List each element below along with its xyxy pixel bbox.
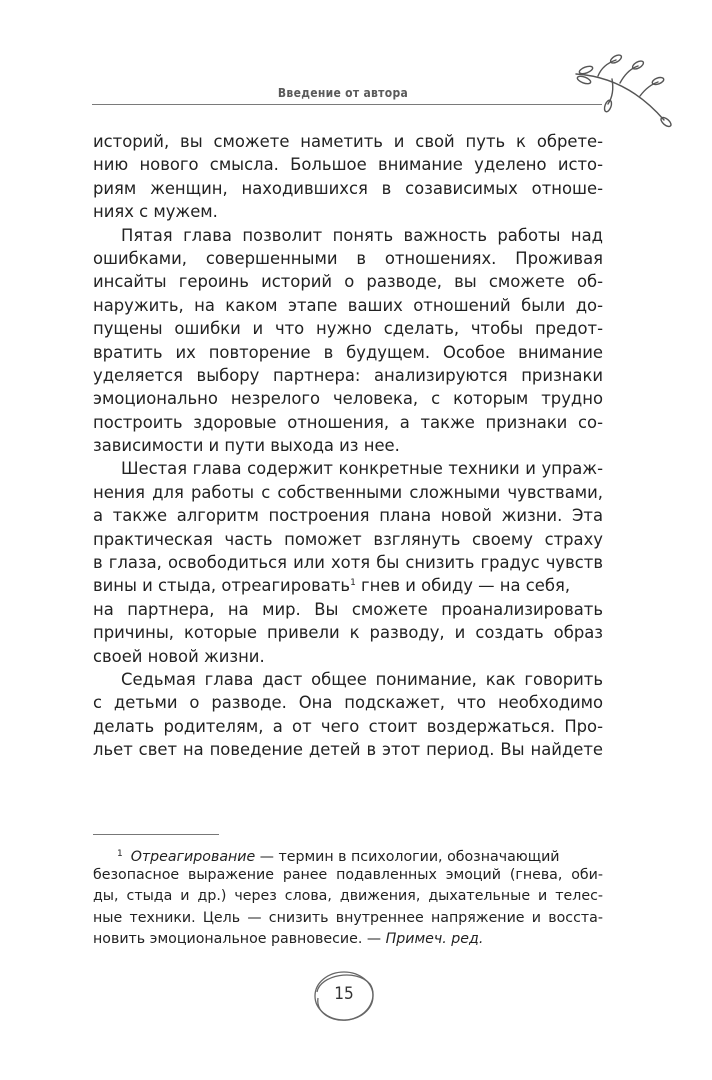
- text-line: наружить, на каком этапе ваших отношений были до-: [93, 295, 603, 315]
- text-fragment: вины и стыда, отреагировать: [93, 576, 351, 596]
- footnote: [93, 844, 603, 950]
- text-line: построить здоровые отношения, а также признаки со-: [93, 412, 603, 432]
- text-line: ниях с мужем.: [93, 202, 218, 222]
- footnote-line: ды, стыда и др.) через слова, движения, дыхательные и телес-: [93, 888, 603, 905]
- text-line: инсайты героинь историй о разводе, вы сможете об-: [93, 272, 603, 292]
- text-line: нию нового смысла. Большое внимание уделено исто-: [93, 155, 603, 175]
- text-line: делать родителям, а от чего стоит воздержаться. Про-: [93, 716, 603, 736]
- text-line: причины, которые привели к разводу, и создать образ: [93, 623, 603, 643]
- footnote-marker[interactable]: 1: [350, 578, 356, 589]
- text-fragment: гнев и обиду — на себя,: [355, 576, 571, 596]
- body-text: [93, 130, 603, 762]
- text-line: пущены ошибки и что нужно сделать, чтобы предот-: [93, 319, 603, 339]
- text-line: практическая часть поможет взглянуть своему страху: [93, 529, 603, 549]
- text-line: на партнера, на мир. Вы сможете проанализировать: [93, 599, 603, 619]
- header-rule: [92, 104, 602, 105]
- text-line: вратить их повторение в будущем. Особое внимание: [93, 342, 603, 362]
- text-line: с детьми о разводе. Она подскажет, что необходимо: [93, 693, 603, 713]
- text-line: а также алгоритм построения плана новой жизни. Эта: [93, 506, 603, 526]
- text-line: льет свет на поведение детей в этот период. Вы найдете: [93, 740, 603, 760]
- running-header-title: Введение от автора: [277, 86, 409, 100]
- text-line: уделяется выбору партнера: анализируются признаки: [93, 365, 603, 385]
- text-line: историй, вы сможете наметить и свой путь к обрете-: [93, 132, 603, 151]
- page-number: 15: [334, 984, 354, 1004]
- footnote-line: [93, 929, 603, 950]
- footnote-line: безопасное выражение ранее подавленных эмоций (гнева, оби-: [93, 867, 603, 884]
- text-line: риям женщин, находившихся в созависимых отноше-: [93, 178, 603, 198]
- floral-sprig-icon: [568, 50, 678, 130]
- footnote-number: 1: [117, 849, 123, 859]
- text-line: Седьмая глава даст общее понимание, как говорить: [121, 669, 603, 689]
- footnote-line: ные техники. Цель — снизить внутреннее напряжение и восста-: [93, 909, 603, 926]
- footnote-rule: [93, 834, 219, 835]
- text-line: эмоционально незрелого человека, с которым трудно: [93, 389, 603, 409]
- text-line: зависимости и пути выхода из нее.: [93, 436, 400, 456]
- editor-note: Примеч. ред.: [385, 930, 484, 947]
- footnote-term: Отреагирование: [130, 849, 256, 865]
- text-line: ошибками, совершенными в отношениях. Проживая: [93, 248, 603, 268]
- text-line: в глаза, освободиться или хотя бы снизить градус чувств: [93, 553, 603, 573]
- footnote-text: новить эмоциональное равновесие. —: [93, 930, 386, 947]
- text-line: своей новой жизни.: [93, 646, 265, 666]
- footnote-line: [93, 844, 603, 865]
- text-line-with-footnote: [93, 574, 603, 597]
- footnote-text: — термин в психологии, обозначающий: [255, 849, 560, 865]
- text-line: нения для работы с собственными сложными чувствами,: [93, 482, 603, 502]
- text-line: Пятая глава позволит понять важность работы над: [121, 225, 603, 245]
- text-line: Шестая глава содержит конкретные техники и упраж-: [121, 459, 603, 479]
- page-number-badge: [308, 966, 380, 1026]
